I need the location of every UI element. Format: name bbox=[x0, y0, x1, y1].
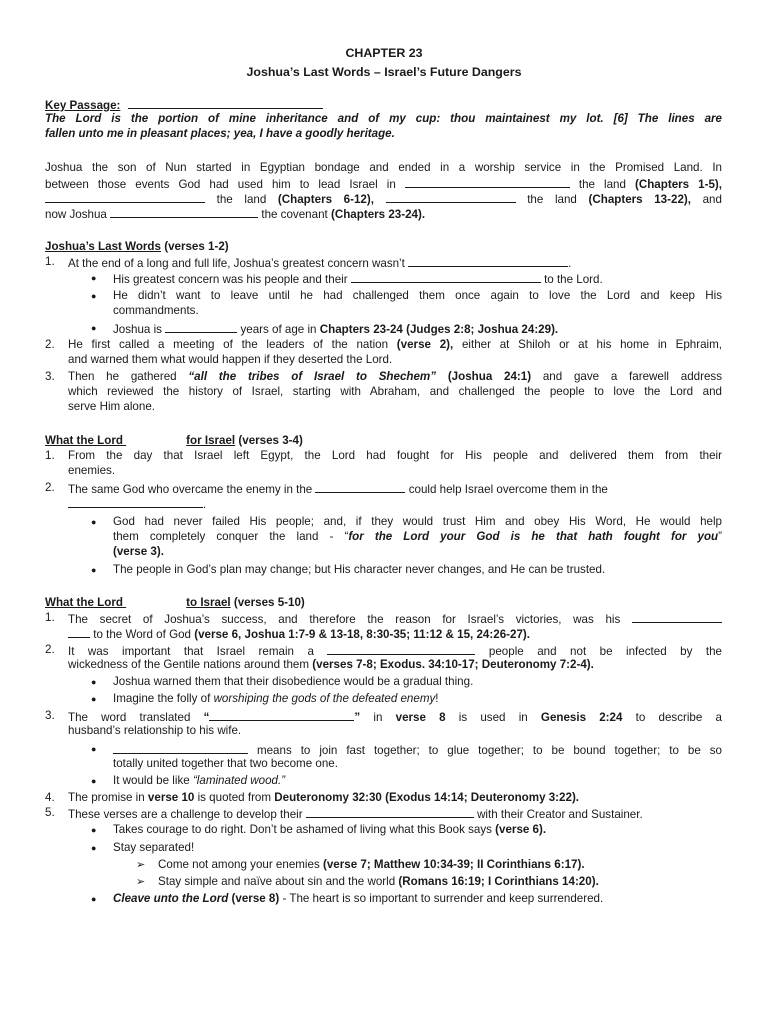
bullet-icon: ● bbox=[91, 843, 97, 853]
section3-bullet-4: It would be like “laminated wood.” bbox=[113, 774, 286, 787]
list-number: 1. bbox=[45, 611, 55, 624]
section1-item-2b: and warned them what would happen if they deserted the Lord. bbox=[68, 353, 393, 366]
section3-sub-1: Come not among your enemies (verse 7; Matthew 10:34-39; II Corinthians 6:17). bbox=[158, 858, 585, 871]
section3-item-2b: wickedness of the Gentile nations around them (verses 7-8; Exodus. 34:10-17; Deuteronomy 7:2-4). bbox=[68, 658, 594, 671]
key-passage-label: Key Passage: bbox=[45, 99, 121, 112]
section3-item-1b: to the Word of God (verse 6, Joshua 1:7-9 & 13-18, 8:30-35; 11:12 & 15, 24:26-27). bbox=[68, 626, 530, 642]
key-passage-blank bbox=[128, 97, 323, 109]
section1-item-3b: which reviewed the history of Israel, starting with Abraham, and challenged the people to love the Lord and bbox=[68, 385, 722, 398]
intro-line-1: Joshua the son of Nun started in Egyptian bondage and ended in a worship service in the Promised Land. In bbox=[45, 161, 722, 174]
key-passage-text-1: The Lord is the portion of mine inheritance and of my cup: thou maintainest my lot. [6] The lines are bbox=[45, 112, 722, 125]
list-number: 2. bbox=[45, 481, 55, 494]
section2-item-1b: enemies. bbox=[68, 464, 116, 477]
bullet-icon: ● bbox=[91, 694, 97, 704]
key-passage-text-2: fallen unto me in pleasant places; yea, I have a goodly heritage. bbox=[45, 127, 395, 140]
section2-heading: What the Lord for Israel (verses 3-4) bbox=[45, 434, 303, 447]
section1-item-2a: He first called a meeting of the leaders of the nation (verse 2), either at Shiloh or at his home in Ephraim, bbox=[68, 338, 722, 351]
arrow-bullet-icon: ➢ bbox=[136, 859, 146, 871]
list-number: 4. bbox=[45, 791, 55, 804]
section1-bullet-2b: commandments. bbox=[113, 304, 199, 317]
bullet-icon: ● bbox=[91, 565, 97, 575]
bullet-icon: ● bbox=[91, 291, 97, 301]
bullet-icon: ● bbox=[91, 825, 97, 835]
list-number: 1. bbox=[45, 449, 55, 462]
chapter-number: CHAPTER 23 bbox=[345, 46, 423, 60]
section3-bullet-3a: means to join fast together; to glue together; to be bound together; to be so bbox=[113, 742, 722, 758]
list-number: 1. bbox=[45, 255, 55, 268]
list-number: 3. bbox=[45, 370, 55, 383]
list-number: 5. bbox=[45, 806, 55, 819]
bullet-icon: ● bbox=[91, 894, 97, 904]
section1-item-3c: serve Him alone. bbox=[68, 400, 155, 413]
section1-item-3a: Then he gathered “all the tribes of Israel to Shechem” (Joshua 24:1) and gave a farewell address bbox=[68, 370, 722, 383]
bullet-icon: ● bbox=[91, 323, 97, 333]
list-number: 2. bbox=[45, 338, 55, 351]
section2-item-1a: From the day that Israel left Egypt, the Lord had fought for His people and delivered them from their bbox=[68, 449, 722, 462]
bullet-icon: ● bbox=[91, 744, 97, 754]
section3-item-1a: The secret of Joshua’s success, and therefore the reason for Israel’s victories, was his bbox=[68, 611, 722, 627]
key-passage-label-line bbox=[45, 97, 323, 113]
section1-bullet-2a: He didn’t want to leave until he had challenged them once again to love the Lord and keep His bbox=[113, 289, 722, 302]
intro-line-2: between those events God had used him to lead Israel in the land (Chapters 1-5), bbox=[45, 178, 722, 191]
list-number: 2. bbox=[45, 643, 55, 656]
section2-bullet-1c: (verse 3). bbox=[113, 545, 164, 558]
arrow-bullet-icon: ➢ bbox=[136, 876, 146, 888]
section3-item-3a: The word translated “ ” in verse 8 is used in Genesis 2:24 to describe a bbox=[68, 711, 722, 724]
section3-item-4: The promise in verse 10 is quoted from Deuteronomy 32:30 (Exodus 14:14; Deuteronomy 3:22). bbox=[68, 791, 580, 804]
section2-bullet-1a: God had never failed His people; and, if they would trust Him and obey His Word, He would help bbox=[113, 515, 722, 528]
section3-bullet-5: Takes courage to do right. Don’t be ashamed of living what this Book says (verse 6). bbox=[113, 823, 547, 836]
section3-item-3b: husband’s relationship to his wife. bbox=[68, 724, 242, 737]
section3-sub-2: Stay simple and naïve about sin and the world (Romans 16:19; I Corinthians 14:20). bbox=[158, 875, 599, 888]
section1-bullet-1: His greatest concern was his people and their to the Lord. bbox=[113, 273, 603, 286]
section2-item-2a: The same God who overcame the enemy in the could help Israel overcome them in the bbox=[68, 483, 608, 496]
bullet-icon: ● bbox=[91, 517, 97, 527]
section3-bullet-7: Cleave unto the Lord (verse 8) - The heart is so important to surrender and keep surrendered. bbox=[113, 892, 604, 905]
bullet-icon: ● bbox=[91, 776, 97, 786]
section1-bullet-3: Joshua is years of age in Chapters 23-24 (Judges 2:8; Joshua 24:29). bbox=[113, 323, 559, 336]
list-number: 3. bbox=[45, 709, 55, 722]
bullet-icon: ● bbox=[91, 677, 97, 687]
chapter-title: Joshua’s Last Words – Israel’s Future Dangers bbox=[246, 65, 522, 79]
section3-bullet-1: Joshua warned them that their disobedience would be a gradual thing. bbox=[113, 675, 474, 688]
section3-bullet-2: Imagine the folly of worshiping the gods of the defeated enemy! bbox=[113, 692, 439, 705]
section2-bullet-1b: them completely conquer the land - “for the Lord your God is he that hath fought for you” bbox=[113, 530, 722, 543]
section2-item-2b: . bbox=[68, 496, 206, 512]
section3-item-5: These verses are a challenge to develop their with their Creator and Sustainer. bbox=[68, 808, 643, 821]
section3-bullet-6: Stay separated! bbox=[113, 841, 195, 854]
section2-bullet-2: The people in God’s plan may change; but His character never changes, and He can be trusted. bbox=[113, 563, 606, 576]
intro-line-4: now Joshua the covenant (Chapters 23-24). bbox=[45, 208, 426, 221]
section1-heading: Joshua’s Last Words (verses 1-2) bbox=[45, 240, 229, 253]
section1-item-1: At the end of a long and full life, Joshua’s greatest concern wasn’t . bbox=[68, 257, 572, 270]
intro-line-3: the land (Chapters 6-12), the land (Chapters 13-22), and bbox=[45, 191, 722, 207]
section3-heading: What the Lord to Israel (verses 5-10) bbox=[45, 596, 305, 609]
bullet-icon: ● bbox=[91, 273, 97, 283]
section3-item-2a: It was important that Israel remain a people and not be infected by the bbox=[68, 645, 722, 658]
section3-bullet-3b: totally united together that two become one. bbox=[113, 757, 338, 770]
